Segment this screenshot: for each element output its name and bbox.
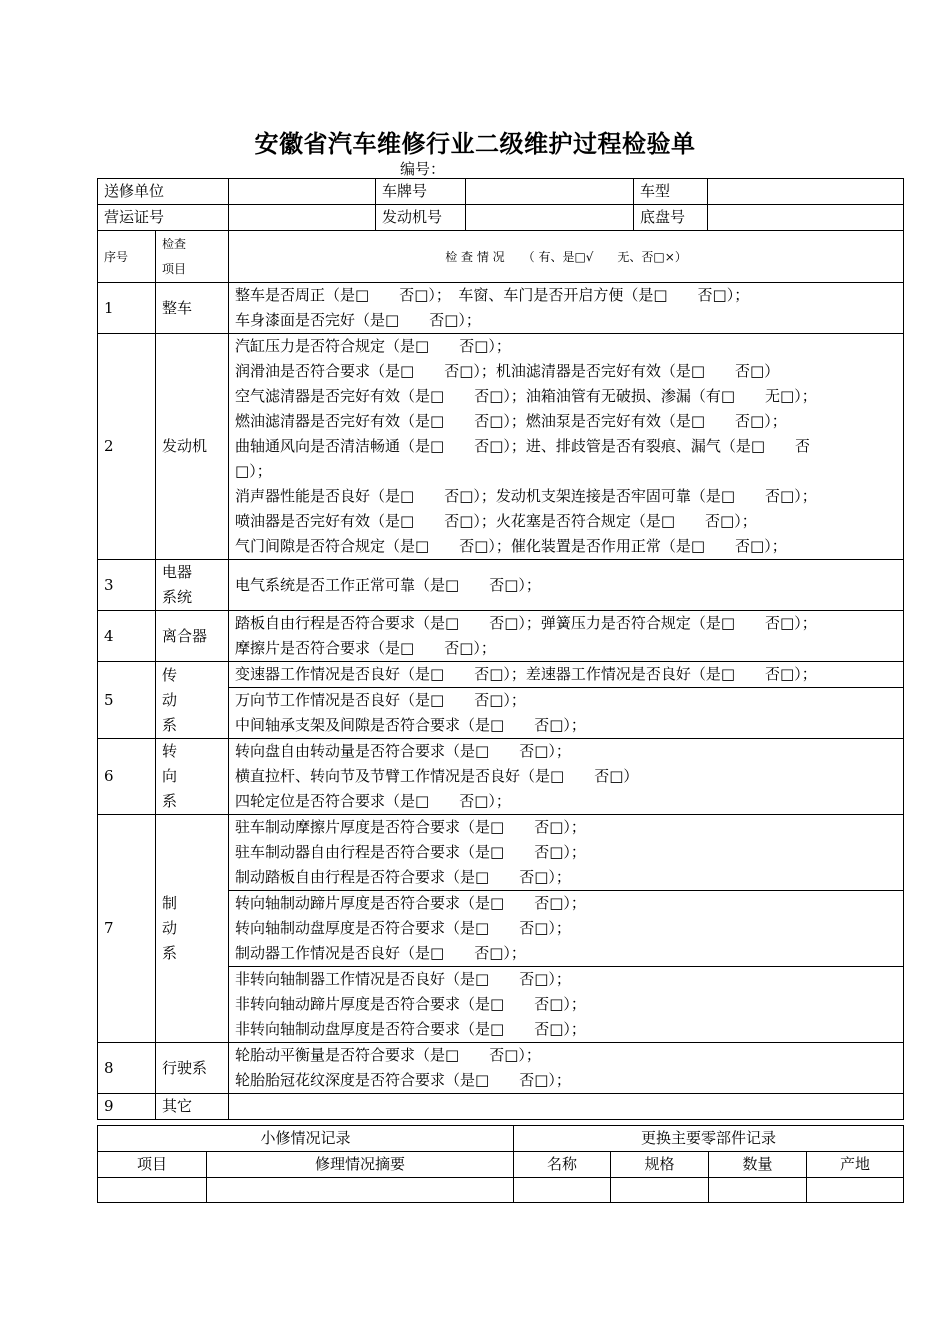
status-line: 转向轴制动盘厚度是否符合要求（是□ 否□）； <box>235 919 571 937</box>
status-line: 消声器性能是否良好（是□ 否□）；发动机支架连接是否牢固可靠（是□ 否□）； <box>235 487 817 505</box>
part-origin-field[interactable] <box>807 1178 904 1203</box>
status-line: 轮胎胎冠花纹深度是否符合要求（是□ 否□）； <box>235 1071 571 1089</box>
status-line: 曲轴通风向是否清洁畅通（是□ 否□）；进、排歧管是否有裂痕、漏气（是□ 否 <box>235 437 811 455</box>
doc-number-label: 编号： <box>400 160 446 178</box>
chassis-no-label: 底盘号 <box>634 205 708 231</box>
row-seq: 9 <box>98 1094 156 1120</box>
row-seq: 7 <box>98 815 156 1043</box>
item-header-line1: 检查 <box>162 236 187 251</box>
row-item-line: 系统 <box>162 588 193 606</box>
status-line: 制动踏板自由行程是否符合要求（是□ 否□）； <box>235 868 571 886</box>
status-line: 气门间隙是否符合规定（是□ 否□）；催化装置是否作用正常（是□ 否□）； <box>235 537 787 555</box>
unit-field[interactable] <box>229 179 376 205</box>
status-line: 喷油器是否完好有效（是□ 否□）；火花塞是否符合规定（是□ 否□）； <box>235 512 757 530</box>
row-seq: 1 <box>98 283 156 334</box>
status-line: 转向盘自由转动量是否符合要求（是□ 否□）； <box>235 742 571 760</box>
status-group <box>229 890 903 966</box>
row-item-line: 转 <box>162 742 178 760</box>
inspection-row <box>98 334 904 560</box>
repair-item-field[interactable] <box>98 1178 207 1203</box>
inspection-row <box>98 1094 904 1120</box>
row-item: 整车 <box>156 283 229 334</box>
model-label: 车型 <box>634 179 708 205</box>
repair-summary-header: 修理情况摘要 <box>207 1152 514 1178</box>
inspection-row <box>98 1043 904 1094</box>
status-line: 非转向轴制器工作情况是否良好（是□ 否□）； <box>235 970 571 988</box>
status-line: 润滑油是否符合要求（是□ 否□）；机油滤清器是否完好有效（是□ 否□） <box>235 362 780 380</box>
part-origin-header: 产地 <box>807 1152 904 1178</box>
seq-header: 序号 <box>98 231 156 283</box>
status-line: 转向轴制动蹄片厚度是否符合要求（是□ 否□）； <box>235 894 586 912</box>
engine-no-field[interactable] <box>466 205 634 231</box>
inspection-row <box>98 662 904 739</box>
status-group <box>235 815 897 890</box>
row-seq: 5 <box>98 662 156 739</box>
row-status[interactable] <box>229 283 904 334</box>
inspection-row <box>98 815 904 1043</box>
status-line: 汽缸压力是否符合规定（是□ 否□）； <box>235 337 511 355</box>
item-header <box>156 231 229 283</box>
status-line <box>235 1094 897 1119</box>
part-qty-field[interactable] <box>709 1178 807 1203</box>
status-line: 万向节工作情况是否良好（是□ 否□）； <box>235 691 526 709</box>
page-title: 安徽省汽车维修行业二级维护过程检验单 <box>254 129 696 158</box>
part-name-header: 名称 <box>514 1152 611 1178</box>
row-item-line: 向 <box>162 767 178 785</box>
plate-field[interactable] <box>466 179 634 205</box>
row-status[interactable] <box>229 662 904 739</box>
status-line: 驻车制动器自由行程是否符合要求（是□ 否□）； <box>235 843 586 861</box>
row-status[interactable] <box>229 815 904 1043</box>
part-spec-field[interactable] <box>611 1178 709 1203</box>
part-spec-header: 规格 <box>611 1152 709 1178</box>
row-seq: 3 <box>98 560 156 611</box>
item-header-line2: 项目 <box>162 261 187 276</box>
row-item-line: 动 <box>162 690 178 709</box>
row-item <box>156 560 229 611</box>
row-item-line: 动 <box>162 919 178 937</box>
status-line: 整车是否周正（是□ 否□）； 车窗、车门是否开启方便（是□ 否□）； <box>235 286 750 304</box>
row-status[interactable] <box>229 1094 904 1120</box>
status-line: 摩擦片是否符合要求（是□ 否□）； <box>235 639 496 657</box>
status-line: 踏板自由行程是否符合要求（是□ 否□）；弹簧压力是否符合规定（是□ 否□）； <box>235 614 817 632</box>
status-line: 非转向轴动蹄片厚度是否符合要求（是□ 否□）； <box>235 995 586 1013</box>
row-item: 其它 <box>156 1094 229 1120</box>
row-status[interactable] <box>229 739 904 815</box>
row-item-line: 制 <box>162 894 178 912</box>
status-line: 中间轴承支架及间隙是否符合要求（是□ 否□）； <box>235 716 586 734</box>
status-header: 检 查 情 况 （ 有、是□√ 无、否□×） <box>229 231 904 283</box>
engine-no-label: 发动机号 <box>376 205 466 231</box>
row-status[interactable] <box>229 334 904 560</box>
row-item-line: 系 <box>162 715 178 734</box>
row-status[interactable] <box>229 560 904 611</box>
status-line: 车身漆面是否完好（是□ 否□）； <box>235 311 481 329</box>
inspection-row <box>98 611 904 662</box>
row-item-line: 传 <box>162 665 178 684</box>
status-line: 驻车制动摩擦片厚度是否符合要求（是□ 否□）； <box>235 818 586 836</box>
status-line: 四轮定位是否符合要求（是□ 否□）； <box>235 792 511 810</box>
repair-item-header: 项目 <box>98 1152 207 1178</box>
status-group <box>235 662 897 687</box>
row-item <box>156 815 229 1043</box>
status-group <box>229 687 903 738</box>
status-line: 电气系统是否工作正常可靠（是□ 否□）； <box>235 575 541 594</box>
repair-table <box>97 1125 904 1203</box>
status-line: 横直拉杆、转向节及节臂工作情况是否良好（是□ 否□） <box>235 767 639 785</box>
inspection-row <box>98 739 904 815</box>
status-line: 变速器工作情况是否良好（是□ 否□）；差速器工作情况是否良好（是□ 否□）； <box>235 665 817 683</box>
row-item: 行驶系 <box>156 1043 229 1094</box>
row-item: 离合器 <box>156 611 229 662</box>
status-line: 制动器工作情况是否良好（是□ 否□）； <box>235 944 526 962</box>
inspection-row <box>98 283 904 334</box>
chassis-no-field[interactable] <box>708 205 904 231</box>
repair-summary-field[interactable] <box>207 1178 514 1203</box>
status-group <box>229 966 903 1042</box>
status-line: □）； <box>235 462 272 480</box>
inspection-row <box>98 560 904 611</box>
row-item <box>156 662 229 739</box>
row-seq: 6 <box>98 739 156 815</box>
row-item: 发动机 <box>156 334 229 560</box>
row-item-line: 系 <box>162 792 178 810</box>
inspection-table <box>97 178 904 1120</box>
plate-label: 车牌号 <box>376 179 466 205</box>
model-field[interactable] <box>708 179 904 205</box>
part-qty-header: 数量 <box>709 1152 807 1178</box>
part-name-field[interactable] <box>514 1178 611 1203</box>
minor-repair-title: 小修情况记录 <box>98 1126 514 1152</box>
status-line: 轮胎动平衡量是否符合要求（是□ 否□）； <box>235 1046 541 1064</box>
status-line: 燃油滤清器是否完好有效（是□ 否□）；燃油泵是否完好有效（是□ 否□）； <box>235 412 787 430</box>
row-seq: 8 <box>98 1043 156 1094</box>
inspection-rows <box>98 283 904 1120</box>
unit-label: 送修单位 <box>98 179 229 205</box>
permit-field[interactable] <box>229 205 376 231</box>
row-seq: 2 <box>98 334 156 560</box>
permit-label: 营运证号 <box>98 205 229 231</box>
row-item <box>156 739 229 815</box>
row-item-line: 系 <box>162 944 178 962</box>
row-status[interactable] <box>229 611 904 662</box>
row-seq: 4 <box>98 611 156 662</box>
status-line: 非转向轴制动盘厚度是否符合要求（是□ 否□）； <box>235 1020 586 1038</box>
parts-title: 更换主要零部件记录 <box>514 1126 904 1152</box>
row-item-line: 电器 <box>162 563 193 581</box>
status-line: 空气滤清器是否完好有效（是□ 否□）；油箱油管有无破损、渗漏（有□ 无□）； <box>235 387 817 405</box>
row-status[interactable] <box>229 1043 904 1094</box>
